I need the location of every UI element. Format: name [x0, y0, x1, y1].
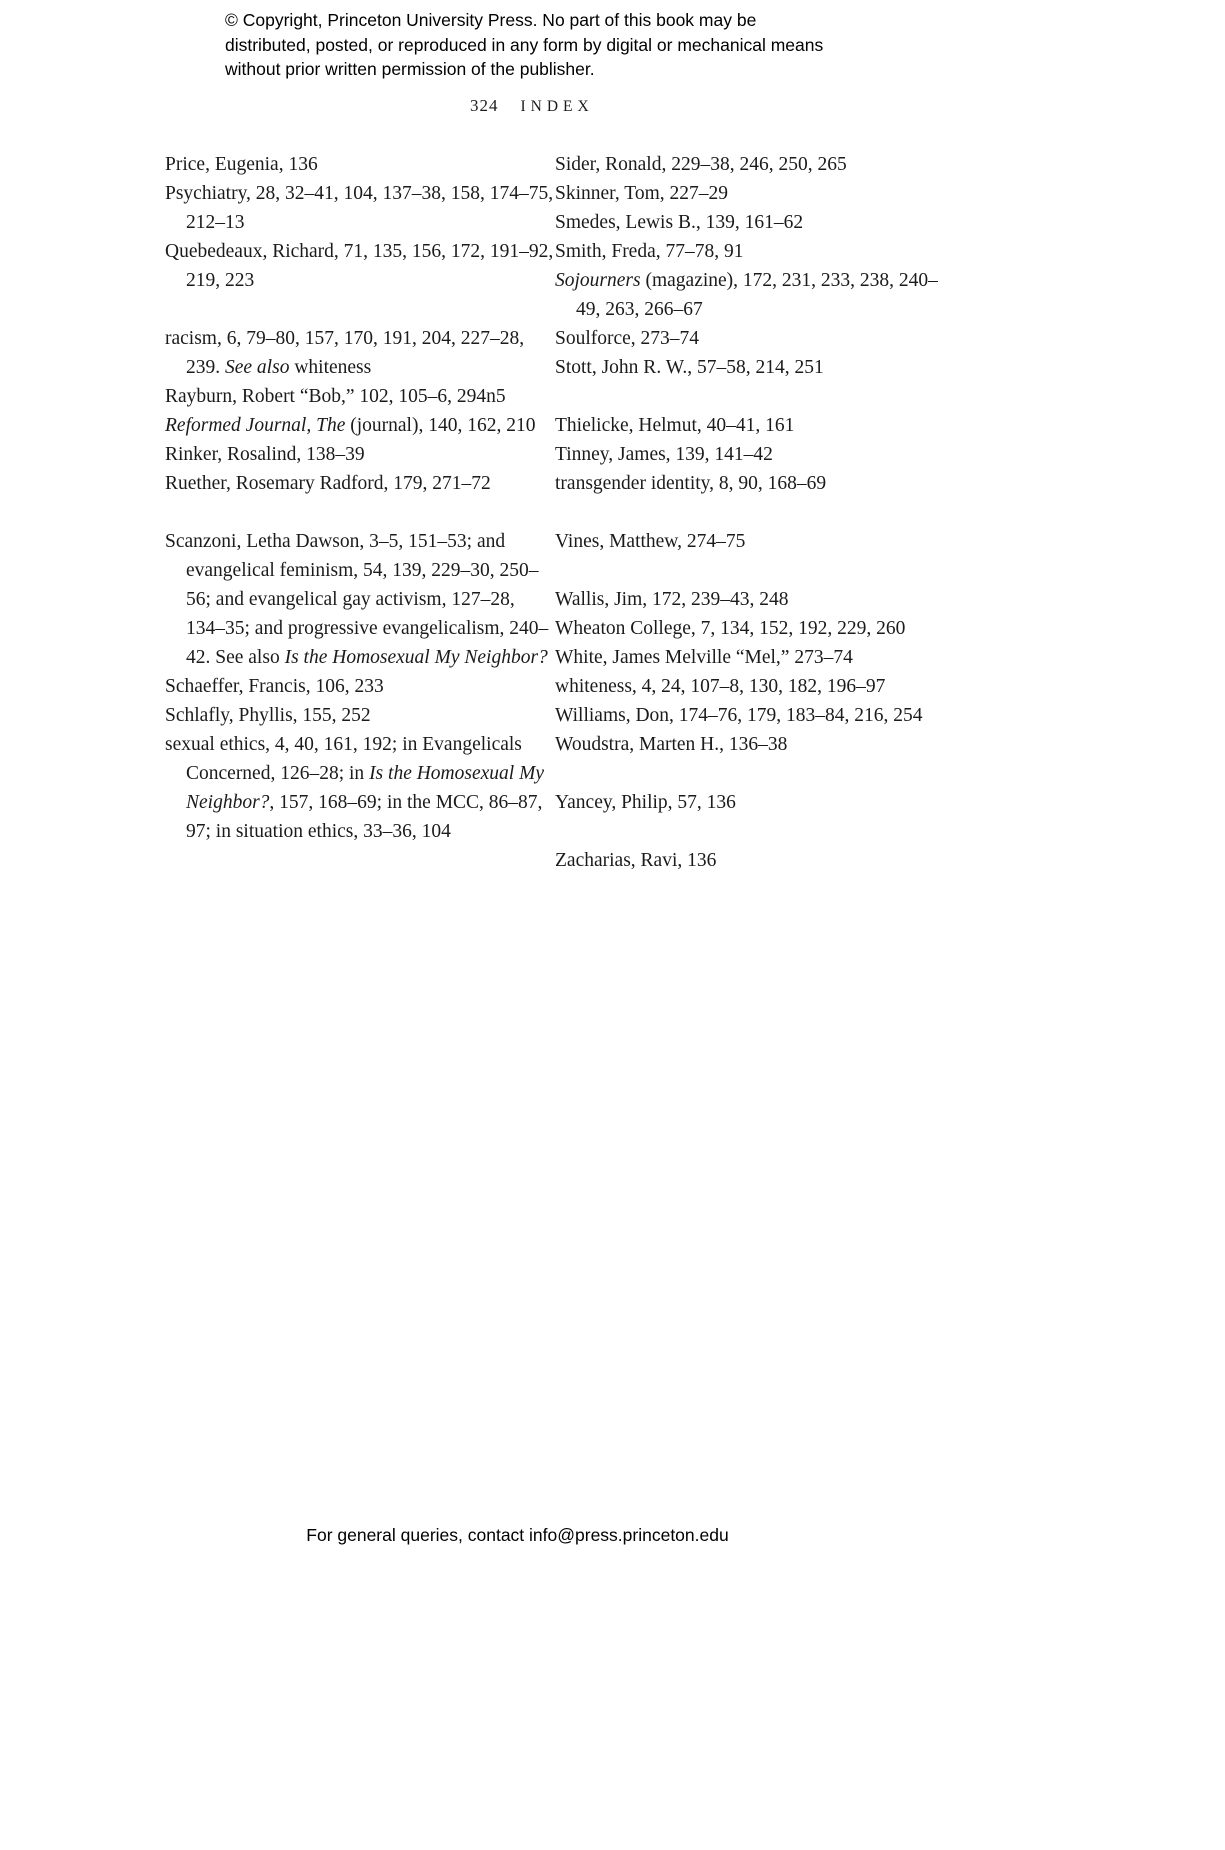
index-entry [555, 179, 945, 208]
index-entry-text: transgender identity, 8, 90, 168–69 [555, 473, 827, 494]
index-entry-text: whiteness [289, 357, 372, 378]
index-entry-text: (journal), 140, 162, 210 [345, 415, 536, 436]
index-entry-text: Rayburn, Robert “Bob,” 102, 105–6, 294n5 [165, 386, 506, 407]
index-entry [555, 353, 945, 382]
index-entry-text: Sider, Ronald, 229–38, 246, 250, 265 [555, 154, 847, 175]
index-entry-text: Price, Eugenia, 136 [165, 154, 318, 175]
index-entry [555, 643, 945, 672]
index-entry [555, 585, 945, 614]
index-columns [165, 150, 955, 875]
index-entry-text: Schlafly, Phyllis, 155, 252 [165, 705, 371, 726]
index-entry [555, 846, 945, 875]
index-entry-text: (magazine), 172, 231, 233, 238, 240–49, 263, 266–67 [576, 270, 938, 320]
index-entry [555, 150, 945, 179]
index-entry-text: Quebedeaux, Richard, 71, 135, 156, 172, 191–92, 219, 223 [165, 241, 554, 291]
index-entry-text: Skinner, Tom, 227–29 [555, 183, 728, 204]
index-entry [165, 237, 555, 295]
index-entry [165, 324, 555, 382]
index-entry [165, 411, 555, 440]
index-entry-text: Wheaton College, 7, 134, 152, 192, 229, 260 [555, 618, 906, 639]
index-entry-text: sexual ethics, 4, 40, 161, 192; in Evangelicals Concerned, 126–28; in [165, 734, 522, 784]
index-entry [555, 788, 945, 817]
page-number: 324 [470, 96, 499, 115]
index-entry-text: Yancey, Philip, 57, 136 [555, 792, 736, 813]
index-entry-text: Smedes, Lewis B., 139, 161–62 [555, 212, 804, 233]
index-entry-italic-text: Is the Homosexual My Neighbor? [186, 763, 544, 813]
index-entry [555, 411, 945, 440]
index-column-right [555, 150, 945, 875]
index-entry-text: racism, 6, 79–80, 157, 170, 191, 204, 227–28, 239. [165, 328, 525, 378]
index-entry-text: White, James Melville “Mel,” 273–74 [555, 647, 853, 668]
index-entry [165, 440, 555, 469]
index-entry [555, 440, 945, 469]
index-entry [555, 237, 945, 266]
index-entry-italic-text: Sojourners [555, 270, 641, 291]
index-title: INDEX [520, 98, 594, 115]
index-entry-italic-text: Is the Homosexual My Neighbor? [284, 647, 548, 668]
index-entry [555, 266, 945, 324]
index-entry-text: Williams, Don, 174–76, 179, 183–84, 216, 254 [555, 705, 923, 726]
index-entry-text: Schaeffer, Francis, 106, 233 [165, 676, 384, 697]
index-entry-text: whiteness, 4, 24, 107–8, 130, 182, 196–97 [555, 676, 886, 697]
index-entry-text: Scanzoni, Letha Dawson, 3–5, 151–53; and evangelical feminism, 54, 139, 229–30, 250–56; and evangelical gay activism, 127–28, 134–35; and progressive evangelicalism, 240–42. See also [165, 531, 549, 668]
index-entry-text: , 157, 168–69; in the MCC, 86–87, 97; in situation ethics, 33–36, 104 [186, 792, 543, 842]
index-entry-text: Thielicke, Helmut, 40–41, 161 [555, 415, 795, 436]
index-column-left [165, 150, 555, 875]
index-entry [165, 701, 555, 730]
copyright-notice: © Copyright, Princeton University Press. No part of this book may be distributed, posted, or reproduced in any form by digital or mechanical means without prior written permission of the publisher. [225, 10, 824, 79]
index-entry-text: Vines, Matthew, 274–75 [555, 531, 746, 552]
index-entry [555, 701, 945, 730]
index-entry-text: Tinney, James, 139, 141–42 [555, 444, 773, 465]
page-header [470, 96, 594, 116]
index-entry-text: Smith, Freda, 77–78, 91 [555, 241, 744, 262]
footer-contact: For general queries, contact info@press.princeton.edu [306, 1525, 729, 1545]
index-entry [555, 730, 945, 759]
index-entry [165, 150, 555, 179]
index-entry [555, 527, 945, 556]
index-entry-text: Soulforce, 273–74 [555, 328, 700, 349]
index-entry [555, 672, 945, 701]
index-entry [165, 382, 555, 411]
index-entry [555, 324, 945, 353]
index-entry [165, 730, 555, 846]
index-entry [555, 208, 945, 237]
index-entry-text: Wallis, Jim, 172, 239–43, 248 [555, 589, 789, 610]
index-entry-text: Zacharias, Ravi, 136 [555, 850, 717, 871]
index-entry [555, 469, 945, 498]
index-entry [165, 469, 555, 498]
index-entry-text: Psychiatry, 28, 32–41, 104, 137–38, 158, 174–75, 212–13 [165, 183, 554, 233]
index-entry-italic-text: Reformed Journal, The [165, 415, 346, 436]
index-entry [165, 672, 555, 701]
index-entry-text: Woudstra, Marten H., 136–38 [555, 734, 788, 755]
index-entry-text: Rinker, Rosalind, 138–39 [165, 444, 365, 465]
index-entry [555, 614, 945, 643]
index-entry-text: Stott, John R. W., 57–58, 214, 251 [555, 357, 824, 378]
index-entry [165, 527, 555, 672]
index-entry-italic-text: See also [225, 357, 290, 378]
index-entry [165, 179, 555, 237]
index-entry-text: Ruether, Rosemary Radford, 179, 271–72 [165, 473, 491, 494]
